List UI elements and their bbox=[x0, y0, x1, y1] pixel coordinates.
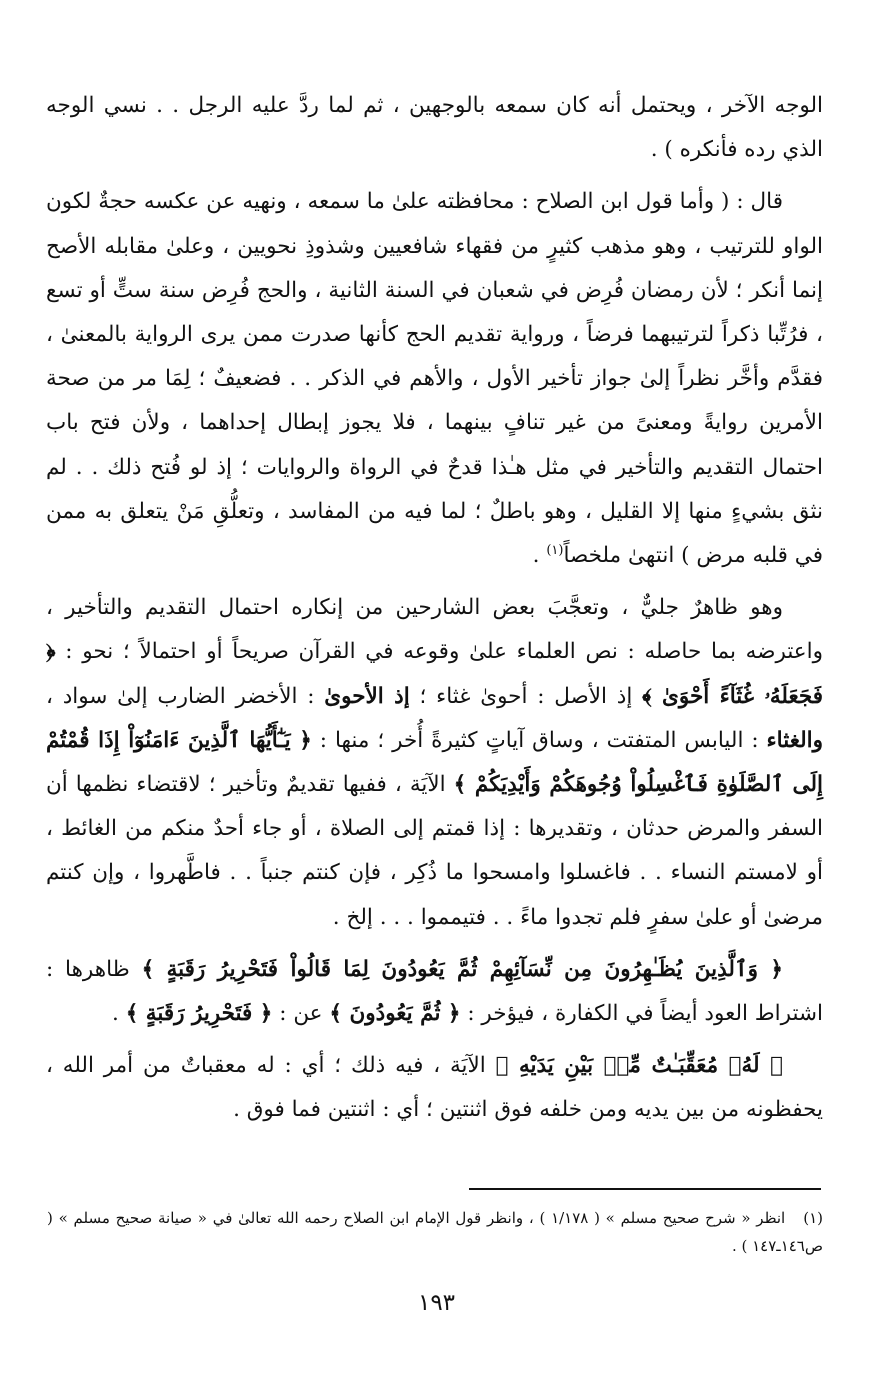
paragraph-2-text: قال : ( وأما قول ابن الصلاح : محافظته علىٰ ما سمعه ، ونهيه عن عكسه حجةٌ لكون الواو للترتيب ، وهو مذهب كثيرٍ من فقهاء شافعيين وشذوذِ نحويين ، وعلىٰ مقابله الأصح إنما أنكر ؛ لأن رمضان فُرِض في شعبان في السنة الثانية ، والحج فُرِض سنة ستٍّ أو تسع ، فرُتِّبا ذكراً لترتيبهما فرضاً ، ورواية تقديم الحج كأنها صدرت ممن يرى الرواية بالمعنىٰ ، فقدَّم وأخَّر نظراً إلىٰ جواز تأخير الأول ، والأهم في الذكر . . فضعيفٌ ؛ لِمَا مر من صحة الأمرين روايةً ومعنىً من غير تنافٍ بينهما ، فلا يجوز إبطال إحداهما ، ولأن فتح باب احتمال التقديم والتأخير في مثل هـٰذا قدحٌ في الرواة والروايات ؛ إذ لو فُتح ذلك . . لم نثق بشيءٍ منها إلا القليل ، وهو باطلٌ ؛ لما فيه من المفاسد ، وتعلُّقِ مَنْ يتعلق به ممن في قلبه مرض ) انتهىٰ ملخصاً bbox=[46, 189, 823, 569]
paragraph-1-text: الوجه الآخر ، ويحتمل أنه كان سمعه بالوجهين ، ثم لما ردَّ عليه الرجل . . نسي الوجه الذي رده فأنكره ) . bbox=[46, 93, 823, 163]
paragraph-1 bbox=[46, 84, 823, 172]
paragraph-2 bbox=[46, 180, 823, 578]
paragraph-3-text: إذ الأصل : أحوىٰ غثاء ؛ bbox=[409, 683, 643, 709]
footnote-1 bbox=[47, 1204, 823, 1260]
paragraph-4-text: . bbox=[112, 1001, 126, 1027]
paragraph-5 bbox=[46, 1044, 823, 1132]
defined-term: والغثاء bbox=[766, 727, 823, 753]
footnote-text: انظر « شرح صحيح مسلم » ( ١/١٧٨ ) ، وانظر قول الإمام ابن الصلاح رحمه الله تعالىٰ في « صيانة صحيح مسلم » ( ص١٤٦ـ١٤٧ ) . bbox=[47, 1209, 823, 1255]
paragraph-3-text: : الأخضر الضارب إلىٰ سواد ، bbox=[46, 683, 325, 709]
paragraph-4 bbox=[46, 948, 823, 1036]
page-number: ١٩٣ bbox=[417, 1290, 456, 1316]
paragraph-2-end: . bbox=[532, 543, 547, 569]
paragraph-3 bbox=[46, 586, 823, 940]
quran-verse: ﴿ وَٱلَّذِينَ يُظَـٰهِرُونَ مِن نِّسَآئِهِمْ ثُمَّ يَعُودُونَ لِمَا قَالُواْ فَتَحْرِيرُ رَقَبَةٍ ﴾ bbox=[141, 956, 783, 982]
footnotes bbox=[47, 1204, 823, 1260]
footnote-reference[interactable]: (١) bbox=[546, 542, 564, 558]
quran-verse: ﴿ يَـٰٓأَيُّهَا ٱلَّذِينَ ءَامَنُوٓاْ إِذَا قُمْتُمْ إِلَى ٱلصَّلَوٰةِ فَٱغْسِلُواْ وُجُوهَكُمْ وَأَيْدِيَكُمْ ﴾ bbox=[46, 727, 824, 798]
quran-verse: ﴿ فَتَحْرِيرُ رَقَبَةٍ ﴾ bbox=[125, 1001, 273, 1027]
footnote-divider bbox=[469, 1188, 821, 1190]
quran-verse: ﴿ فَجَعَلَهُۥ غُثَآءً أَحْوَىٰ ﴾ bbox=[46, 639, 823, 709]
paragraph-3-text: الآيَة ، ففيها تقديمٌ وتأخير ؛ لاقتضاء نظمها أن السفر والمرض حدثان ، وتقديرها : إذا قمتم إلى الصلاة ، أو جاء أحدٌ منكم من الغائط ، أو لامستم النساء . . فاغسلوا وامسحوا ما ذُكِر ، فإن كنتم جنباً . . فاطَّهروا ، وإن كنتم مرضىٰ أو علىٰ سفرٍ فلم تجدوا ماءً . . فتيمموا . . . إلخ . bbox=[46, 772, 823, 930]
footnote-number: (١) bbox=[803, 1209, 823, 1227]
paragraph-4-text: ظاهرها : اشتراط العود أيضاً في الكفارة ، فيؤخر : bbox=[46, 956, 823, 1027]
paragraph-3-text: وهو ظاهرٌ جليٌّ ، وتعجَّبَ بعض الشارحين من إنكاره احتمال التقديم والتأخير ، واعترضه بما حاصله : نص العلماء علىٰ وقوعه في القرآن صريحاً أو احتمالاً ؛ نحو : bbox=[46, 595, 823, 665]
defined-term: إذ الأحوىٰ bbox=[324, 683, 410, 709]
quran-verse: ﴿ ثُمَّ يَعُودُونَ ﴾ bbox=[329, 1001, 461, 1027]
paragraph-4-text: عن : bbox=[272, 1001, 330, 1027]
paragraph-5-text: الآيَة ، فيه ذلك ؛ أي : له معقباتٌ من أمر الله ، يحفظونه من بين يديه ومن خلفه فوق اثنتين ؛ أي : اثنتين فما فوق . bbox=[46, 1053, 823, 1123]
quran-verse: ﴿ لَهُۥ مُعَقِّبَـٰتٌ مِّنۢ بَيْنِ يَدَيْهِ ﴾ bbox=[495, 1053, 783, 1079]
main-text bbox=[46, 84, 823, 1133]
paragraph-3-text: : اليابس المتفتت ، وساق آياتٍ كثيرةً أُخر ؛ منها : bbox=[311, 727, 767, 753]
